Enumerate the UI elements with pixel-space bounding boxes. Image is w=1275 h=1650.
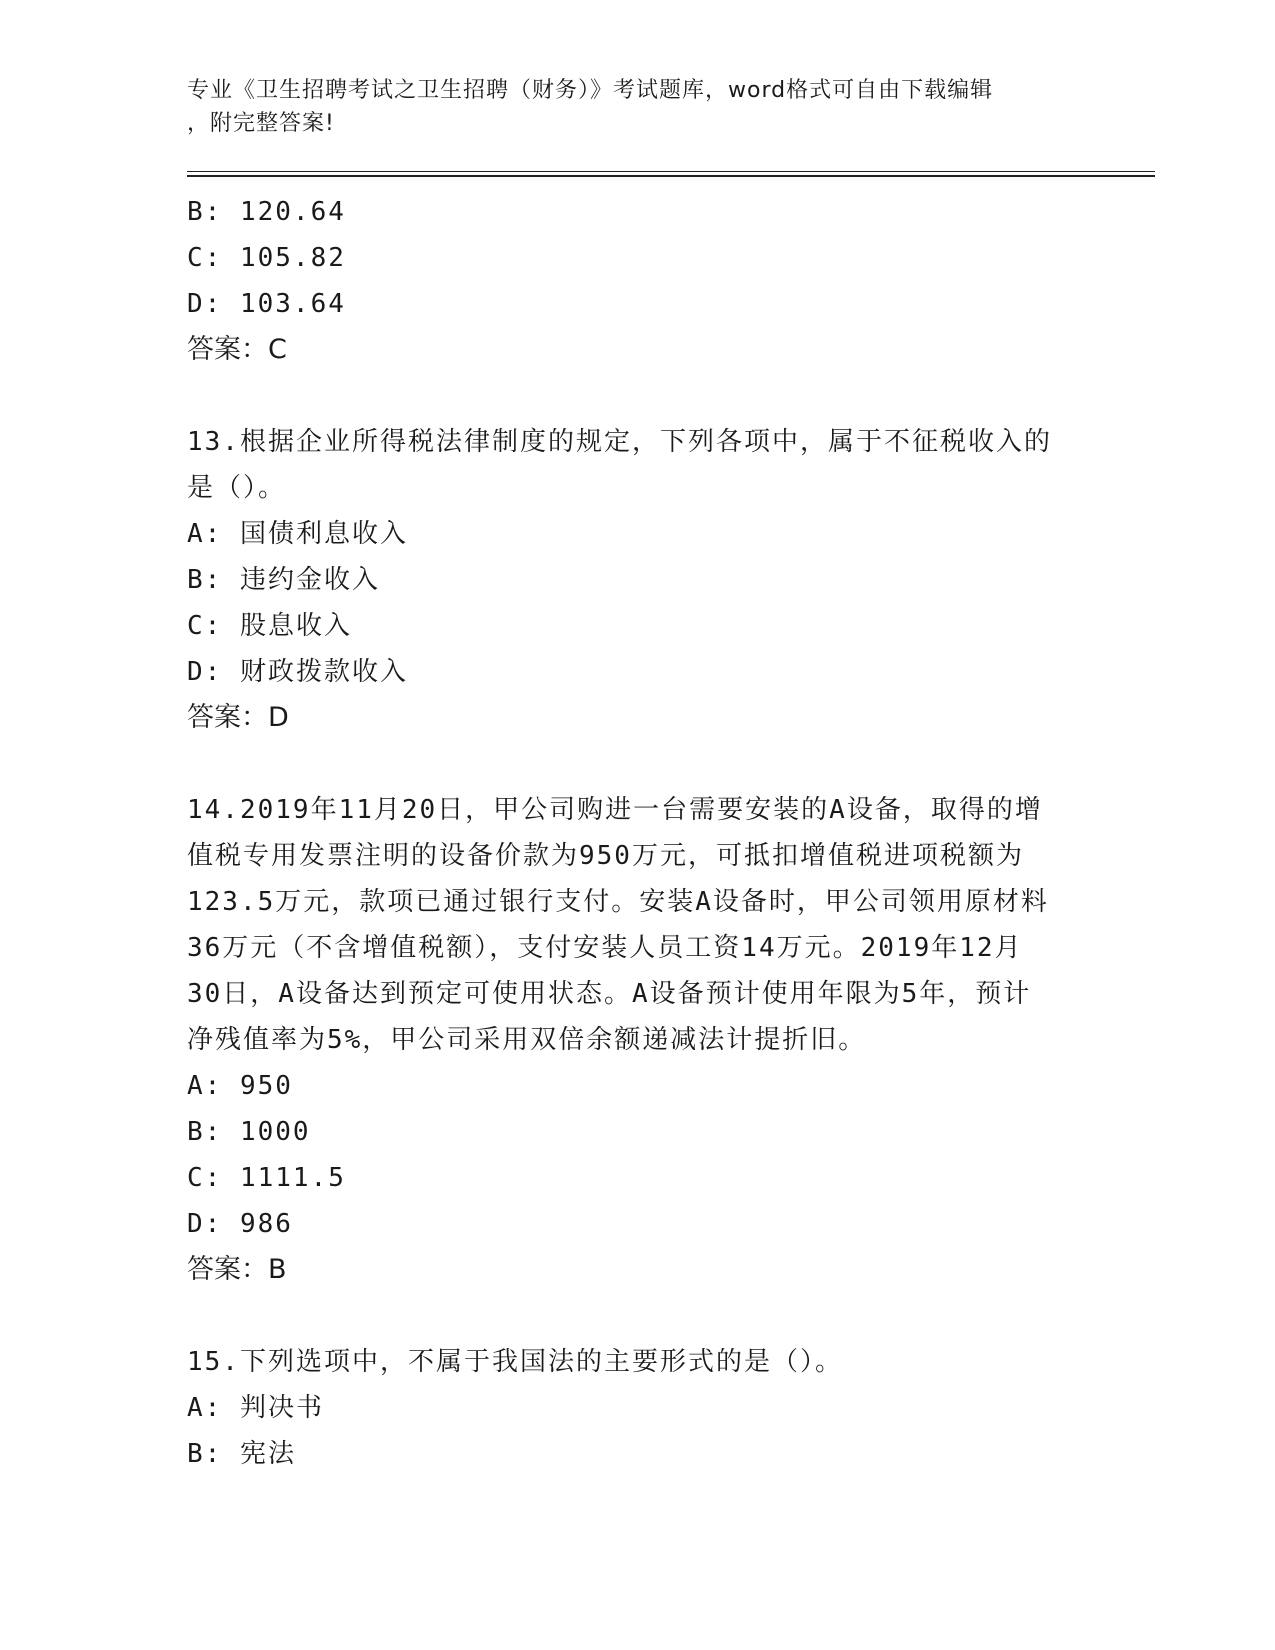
option-b: B: 违约金收入 bbox=[187, 565, 380, 595]
question-content bbox=[187, 189, 1087, 1477]
question-text bbox=[187, 787, 1087, 1063]
option-a: A: 判决书 bbox=[187, 1393, 324, 1423]
option-c: C: 1111.5 bbox=[187, 1163, 346, 1193]
option-a: A: 国债利息收入 bbox=[187, 519, 408, 549]
option-d: D: 103.64 bbox=[187, 289, 346, 319]
question-text bbox=[187, 1339, 1087, 1385]
question-14 bbox=[187, 787, 1087, 1293]
question-12 bbox=[187, 189, 1087, 373]
option-d: D: 财政拨款收入 bbox=[187, 657, 408, 687]
header-rule-thin bbox=[187, 171, 1155, 172]
question-line: 15.下列选项中，不属于我国法的主要形式的是（）。 bbox=[187, 1347, 843, 1377]
question-line: 30日，A设备达到预定可使用状态。A设备预计使用年限为5年，预计 bbox=[187, 979, 1032, 1009]
answer: 答案：C bbox=[187, 334, 287, 365]
option-a: A: 950 bbox=[187, 1071, 293, 1101]
header-rule-thick bbox=[187, 175, 1155, 177]
option-b: B: 1000 bbox=[187, 1117, 311, 1147]
option-c: C: 股息收入 bbox=[187, 611, 352, 641]
question-15 bbox=[187, 1339, 1087, 1477]
header-line-1: 专业《卫生招聘考试之卫生招聘（财务）》考试题库，word格式可自由下载编辑 bbox=[187, 78, 994, 103]
answer: 答案：D bbox=[187, 702, 289, 733]
question-line: 14.2019年11月20日，甲公司购进一台需要安装的A设备，取得的增 bbox=[187, 795, 1043, 825]
header-line-2: ，附完整答案! bbox=[187, 111, 335, 136]
question-line: 净残值率为5%，甲公司采用双倍余额递减法计提折旧。 bbox=[187, 1025, 867, 1055]
question-text bbox=[187, 419, 1087, 511]
option-d: D: 986 bbox=[187, 1209, 293, 1239]
question-line: 36万元（不含增值税额），支付安装人员工资14万元。2019年12月 bbox=[187, 933, 1023, 963]
question-line: 123.5万元，款项已通过银行支付。安装A设备时，甲公司领用原材料 bbox=[187, 887, 1049, 917]
question-line: 是（）。 bbox=[187, 473, 287, 503]
document-header bbox=[187, 74, 1067, 140]
answer: 答案：B bbox=[187, 1254, 287, 1285]
option-b: B: 宪法 bbox=[187, 1439, 296, 1469]
question-line: 13.根据企业所得税法律制度的规定，下列各项中，属于不征税收入的 bbox=[187, 427, 1052, 457]
question-13 bbox=[187, 419, 1087, 741]
question-line: 值税专用发票注明的设备价款为950万元，可抵扣增值税进项税额为 bbox=[187, 841, 1024, 871]
option-b: B: 120.64 bbox=[187, 197, 346, 227]
option-c: C: 105.82 bbox=[187, 243, 346, 273]
